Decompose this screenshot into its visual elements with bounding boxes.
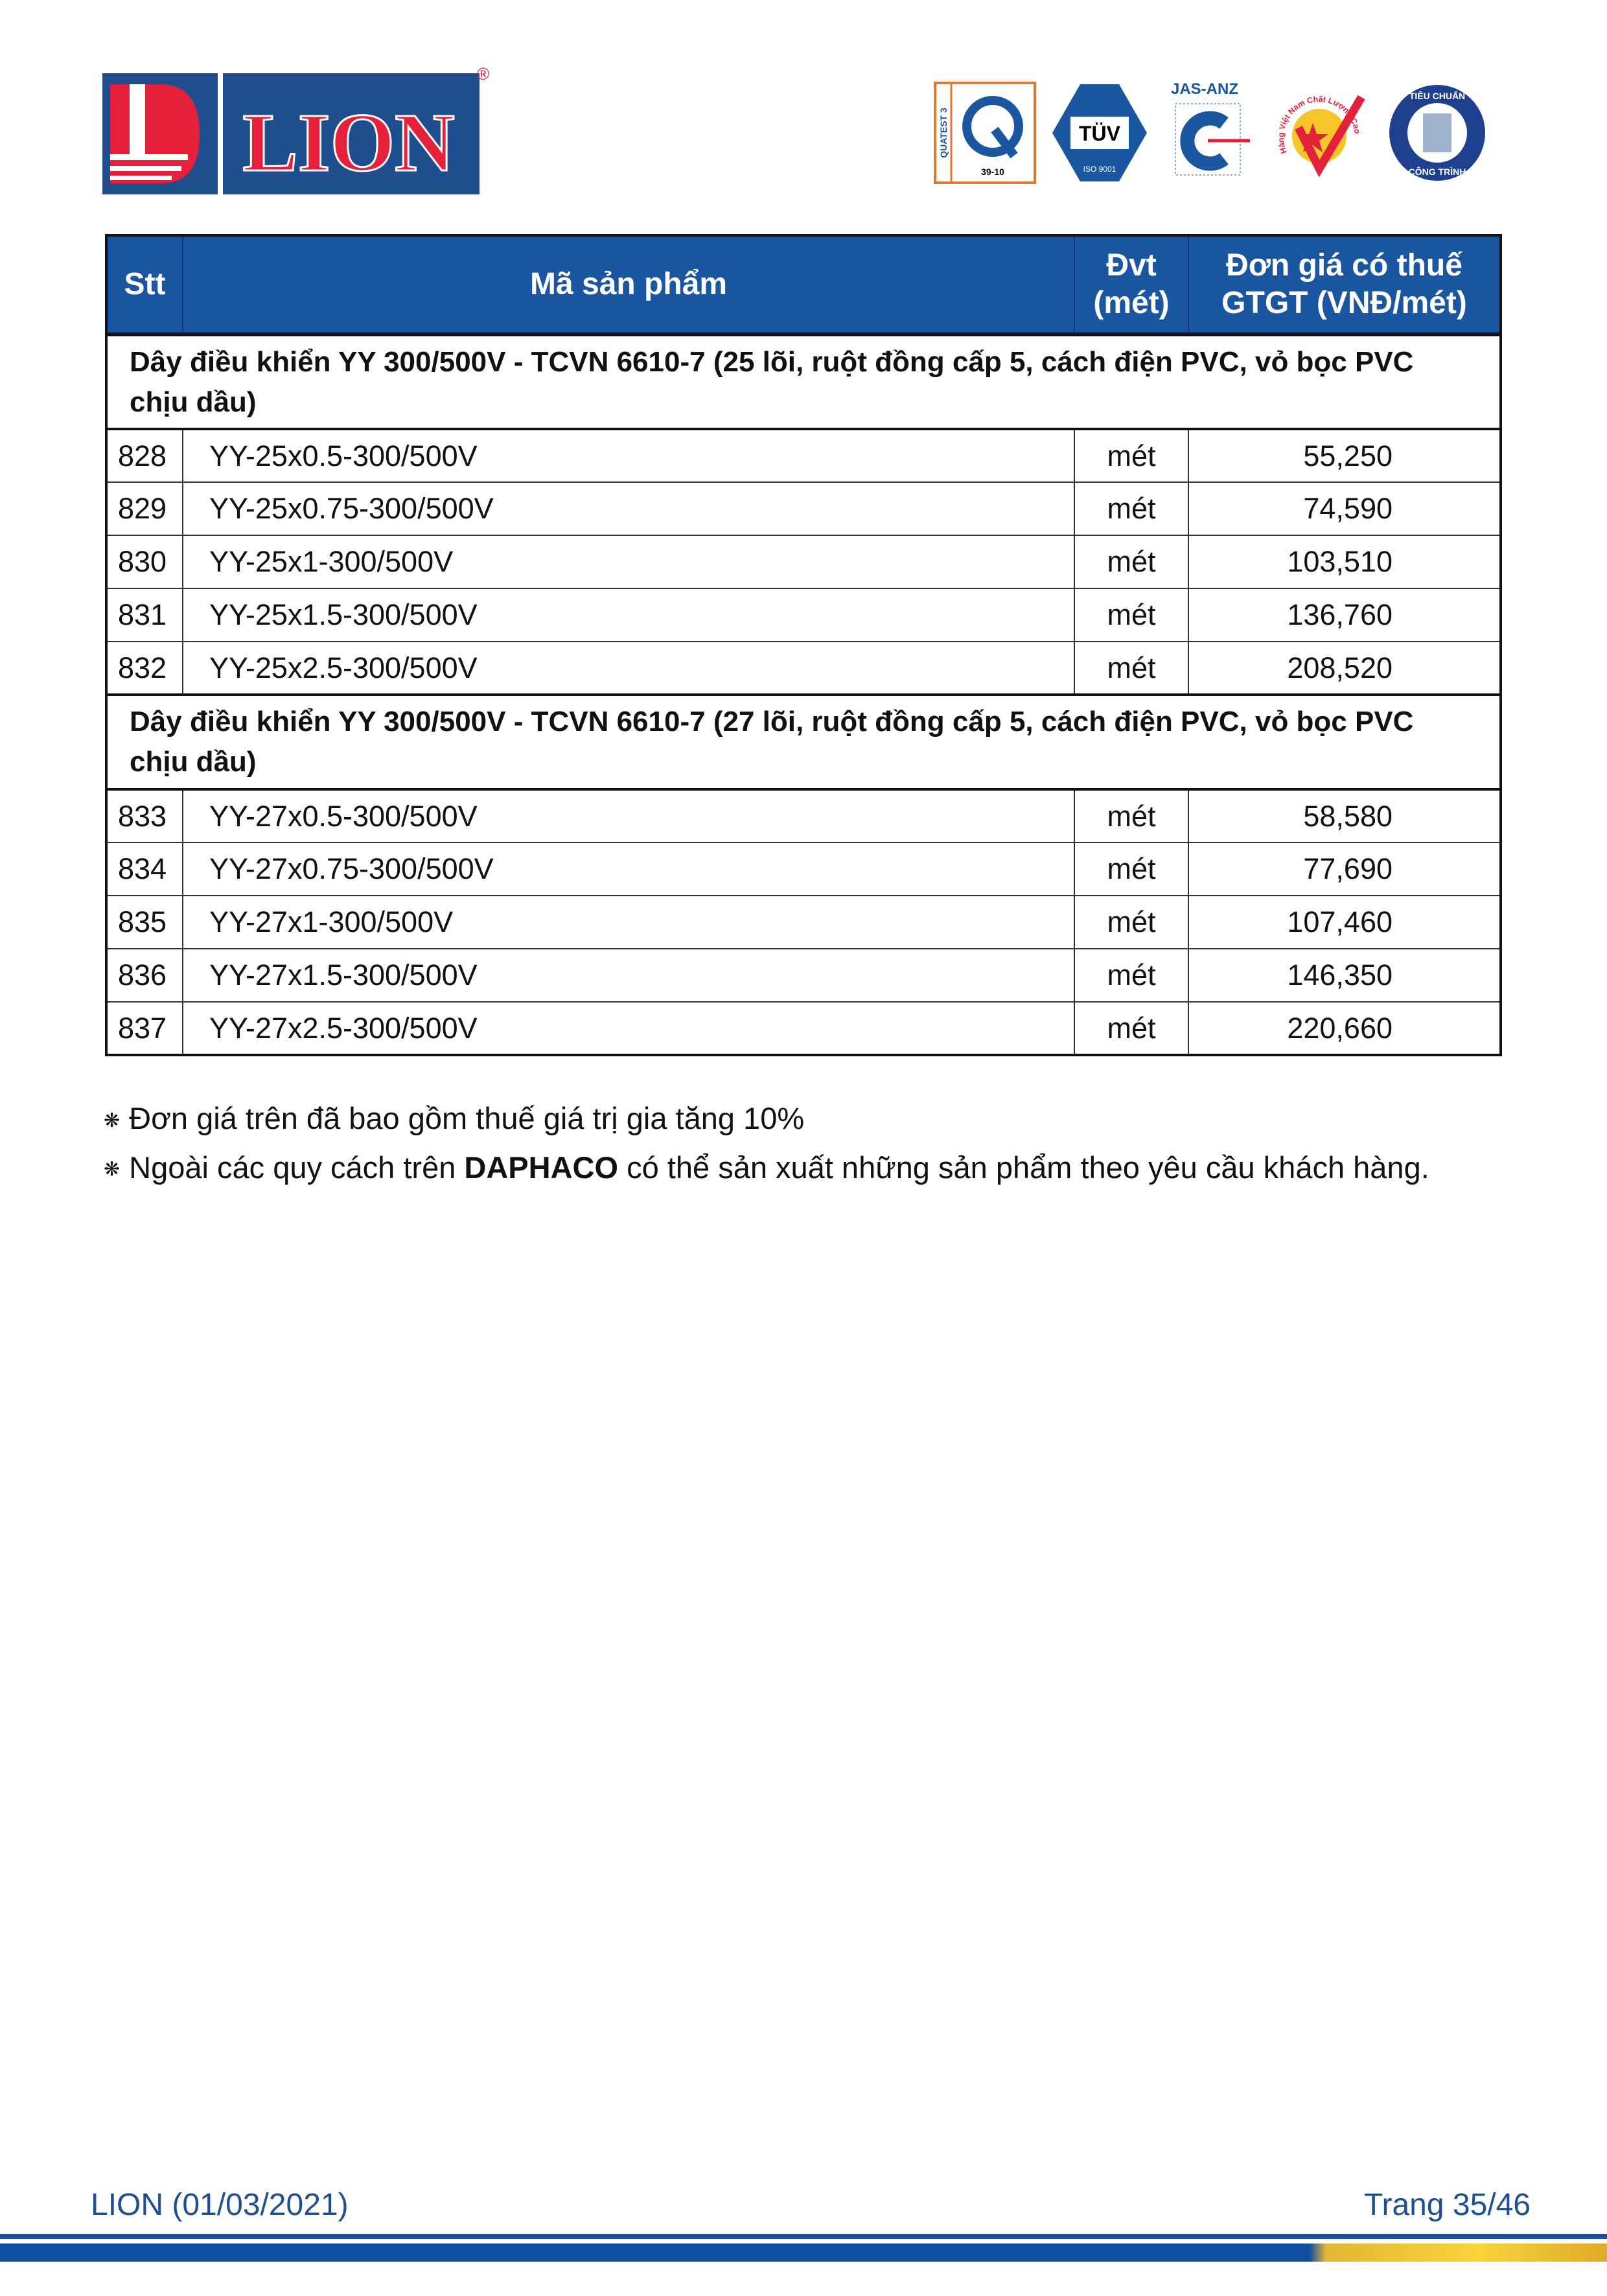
svg-text:39-10: 39-10 — [981, 167, 1004, 177]
group-title: Dây điều khiển YY 300/500V - TCVN 6610-7 (25 lõi, ruột đồng cấp 5, cách điện PVC, vỏ bọc PVC chịu dầu) — [106, 334, 1501, 429]
cell-price: 55,250 — [1188, 429, 1501, 482]
company-name: DAPHACO — [464, 1150, 619, 1185]
footer-band — [0, 2244, 1607, 2262]
cell-stt: 833 — [106, 789, 183, 842]
cell-stt: 834 — [106, 842, 183, 896]
cell-code: YY-27x1.5-300/500V — [183, 949, 1074, 1002]
note-custom — [104, 1144, 1429, 1194]
notes — [104, 1095, 1429, 1193]
svg-text:TÜV: TÜV — [1079, 122, 1120, 145]
cell-unit: mét — [1074, 588, 1188, 642]
cell-unit: mét — [1074, 642, 1188, 695]
table-row — [106, 896, 1501, 949]
note-text: có thể sản xuất những sản phẩm theo yêu cầu khách hàng. — [618, 1150, 1429, 1185]
table-row — [106, 642, 1501, 695]
svg-text:JAS-ANZ: JAS-ANZ — [1170, 80, 1239, 98]
cell-price: 58,580 — [1188, 789, 1501, 842]
table-row — [106, 1002, 1501, 1055]
tieu-chuan-cong-trinh-logo — [1385, 81, 1489, 185]
svg-text:CÔNG TRÌNH: CÔNG TRÌNH — [1408, 167, 1466, 177]
cell-code: YY-25x2.5-300/500V — [183, 642, 1074, 695]
table-row — [106, 535, 1501, 588]
cell-stt: 830 — [106, 535, 183, 588]
cell-price: 146,350 — [1188, 949, 1501, 1002]
cell-code: YY-27x0.75-300/500V — [183, 842, 1074, 896]
cell-unit: mét — [1074, 1002, 1188, 1055]
cell-unit: mét — [1074, 789, 1188, 842]
cell-unit: mét — [1074, 842, 1188, 896]
group-row — [106, 334, 1501, 429]
cell-price: 103,510 — [1188, 535, 1501, 588]
cell-stt: 831 — [106, 588, 183, 642]
cell-code: YY-25x1.5-300/500V — [183, 588, 1074, 642]
page-number: Trang 35/46 — [1363, 2188, 1531, 2222]
group-title: Dây điều khiển YY 300/500V - TCVN 6610-7 (27 lõi, ruột đồng cấp 5, cách điện PVC, vỏ bọc PVC chịu dầu) — [106, 695, 1501, 789]
cell-stt: 837 — [106, 1002, 183, 1055]
table-header — [106, 235, 1501, 334]
cell-price: 208,520 — [1188, 642, 1501, 695]
logo-text: LION — [242, 97, 455, 189]
footer-date: LION (01/03/2021) — [91, 2188, 349, 2222]
cell-code: YY-27x2.5-300/500V — [183, 1002, 1074, 1055]
cell-price: 77,690 — [1188, 842, 1501, 896]
cell-unit: mét — [1074, 482, 1188, 535]
quatest-logo — [933, 81, 1037, 185]
cell-price: 136,760 — [1188, 588, 1501, 642]
cell-code: YY-25x0.5-300/500V — [183, 429, 1074, 482]
header-code: Mã sản phẩm — [183, 235, 1074, 334]
cell-stt: 829 — [106, 482, 183, 535]
cell-code: YY-27x0.5-300/500V — [183, 789, 1074, 842]
note-text: Ngoài các quy cách trên — [129, 1150, 465, 1185]
cell-unit: mét — [1074, 949, 1188, 1002]
cell-stt: 836 — [106, 949, 183, 1002]
lion-logo — [102, 64, 490, 194]
tuv-logo — [1051, 81, 1148, 185]
svg-text:®: ® — [477, 64, 490, 84]
cell-price: 107,460 — [1188, 896, 1501, 949]
quatest-label: QUATEST 3 — [938, 108, 949, 158]
cell-unit: mét — [1074, 535, 1188, 588]
bullet-icon: ❋ — [104, 1109, 121, 1131]
cell-unit: mét — [1074, 896, 1188, 949]
svg-text:TIÊU CHUẨN: TIÊU CHUẨN — [1409, 91, 1466, 101]
cell-stt: 835 — [106, 896, 183, 949]
bullet-icon: ❋ — [104, 1159, 121, 1181]
header-unit: Đvt (mét) — [1074, 235, 1188, 334]
header-stt: Stt — [106, 235, 183, 334]
footer-line — [0, 2234, 1607, 2239]
cell-price: 220,660 — [1188, 1002, 1501, 1055]
cell-unit: mét — [1074, 429, 1188, 482]
jas-anz-logo — [1162, 81, 1253, 185]
cell-stt: 828 — [106, 429, 183, 482]
table-row — [106, 588, 1501, 642]
certification-logos — [933, 78, 1497, 188]
hvnclc-label: Hàng Việt Nam Chất Lượng Cao — [1276, 95, 1362, 155]
table-row — [106, 842, 1501, 896]
table-row — [106, 949, 1501, 1002]
cell-stt: 832 — [106, 642, 183, 695]
note-text: Đơn giá trên đã bao gồm thuế giá trị gia tăng 10% — [129, 1101, 805, 1135]
hvnclc-logo — [1267, 81, 1371, 185]
group-row — [106, 695, 1501, 789]
cell-code: YY-25x1-300/500V — [183, 535, 1074, 588]
table-row — [106, 429, 1501, 482]
price-table — [105, 234, 1502, 1056]
table-row — [106, 482, 1501, 535]
note-vat — [104, 1095, 1429, 1144]
svg-text:ISO 9001: ISO 9001 — [1083, 165, 1116, 174]
header-price: Đơn giá có thuế GTGT (VNĐ/mét) — [1188, 235, 1501, 334]
cell-code: YY-25x0.75-300/500V — [183, 482, 1074, 535]
cell-price: 74,590 — [1188, 482, 1501, 535]
cell-code: YY-27x1-300/500V — [183, 896, 1074, 949]
table-row — [106, 789, 1501, 842]
